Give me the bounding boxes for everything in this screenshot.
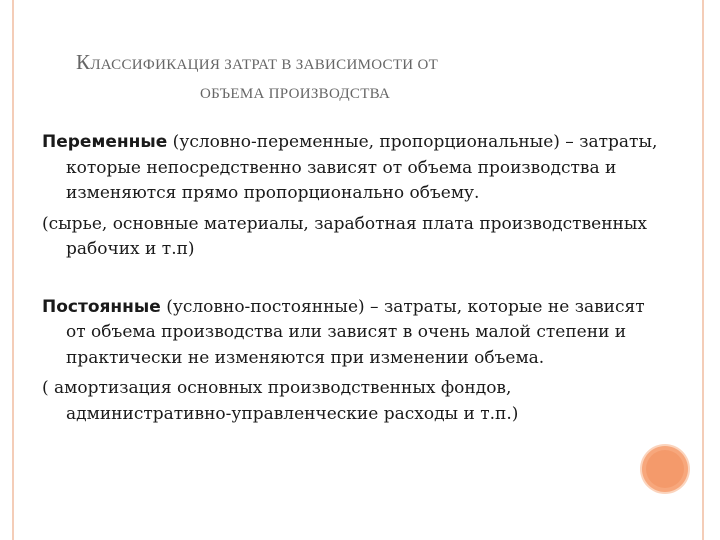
title-line-1-text: ЛАССИФИКАЦИЯ ЗАТРАТ В ЗАВИСИМОСТИ ОТ <box>90 57 439 73</box>
variable-costs-term: Переменные <box>42 132 168 152</box>
variable-costs-examples: (сырье, основные материалы, заработная плата производственных рабочих и т.п) <box>42 213 647 259</box>
slide-title-line-2: ОБЪЕМА ПРОИЗВОДСТВА <box>200 86 391 102</box>
decorative-orange-dot <box>642 446 688 492</box>
title-initial-letter: К <box>76 50 91 74</box>
fixed-costs-text: (условно-постоянные) – затраты, которые не зависят от объема производства или зависят в очень малой степени и практически не изменяются при изменении объема. <box>66 296 645 368</box>
fixed-costs-examples: ( амортизация основных производственных фондов, административно-управленческие расходы и т.п.) <box>42 378 519 424</box>
fixed-costs-definition <box>42 295 662 372</box>
fixed-costs-term: Постоянные <box>42 296 161 317</box>
variable-costs-definition <box>42 130 662 207</box>
slide-content <box>42 130 662 427</box>
variable-costs-text: (условно-переменные, пропорциональные) – затраты, которые непосредственно зависят от объема производства и изменяются прямо пропорционально объему. <box>66 132 658 203</box>
slide-title-line-1 <box>76 50 438 75</box>
